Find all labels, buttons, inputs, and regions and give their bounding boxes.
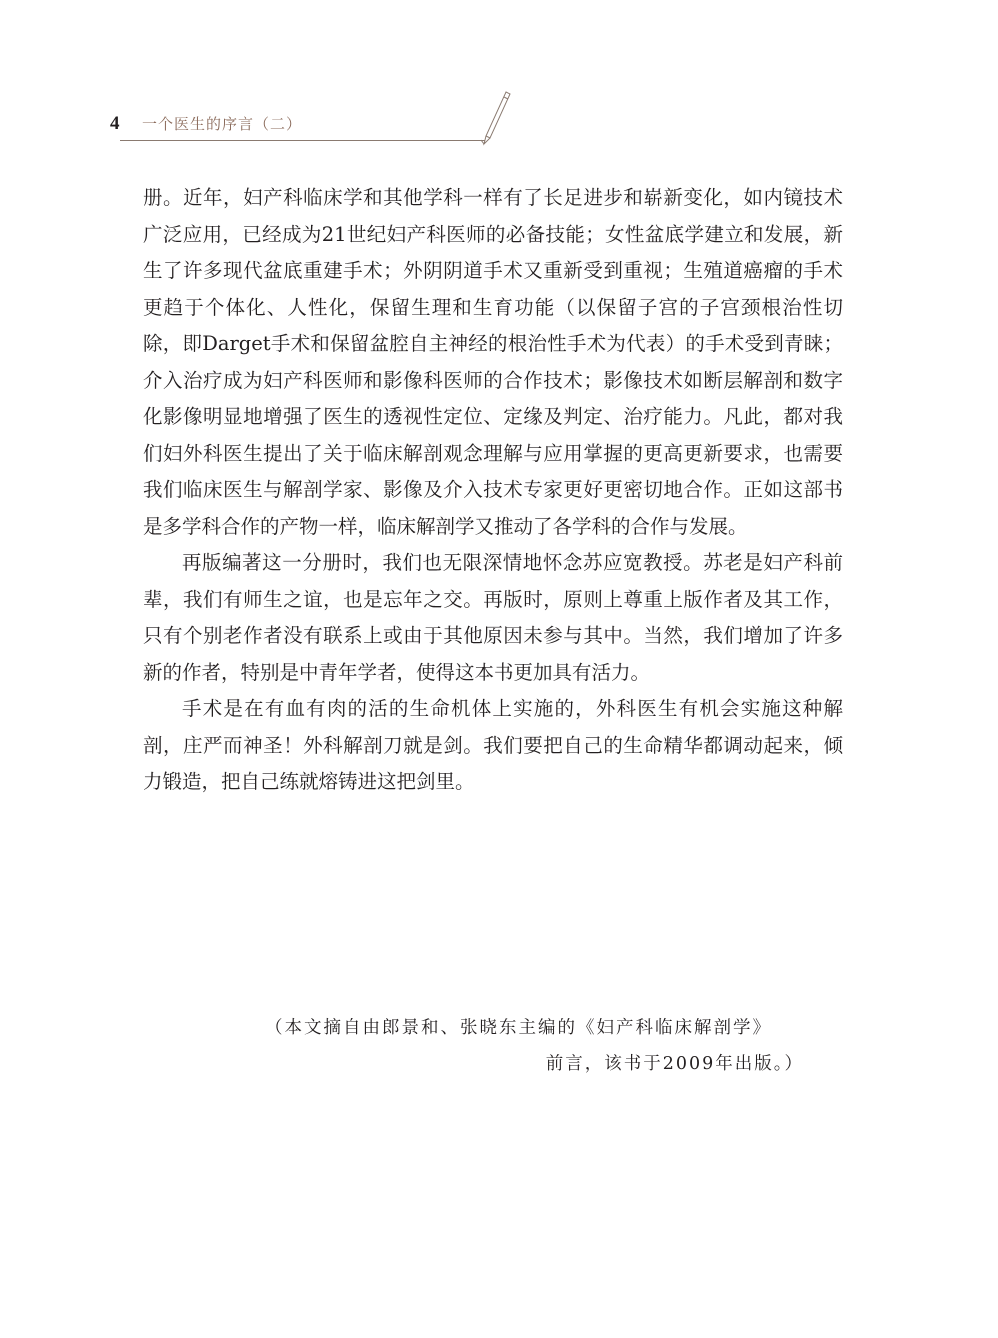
body-paragraph-1: 册。近年，妇产科临床学和其他学科一样有了长足进步和崭新变化，如内镜技术广泛应用，已经成为21世纪妇产科医师的必备技能；女性盆底学建立和发展，新生了许多现代盆底重建手术；外阴阴道手术又重新受到重视；生殖道癌瘤的手术更趋于个体化、人性化，保留生理和生育功能（以保留子宫的子宫颈根治性切除，即Darget手术和保留盆腔自主神经的根治性手术为代表）的手术受到青睐；介入治疗成为妇产科医师和影像科医师的合作技术；影像技术如断层解剖和数字化影像明显地增强了医生的透视性定位、定缘及判定、治疗能力。凡此，都对我们妇外科医生提出了关于临床解剖观念理解与应用掌握的更高更新要求，也需要我们临床医生与解剖学家、影像及介入技术专家更好更密切地合作。正如这部书是多学科合作的产物一样，临床解剖学又推动了各学科的合作与发展。 <box>143 186 843 538</box>
body-paragraph-2: 再版编著这一分册时，我们也无限深情地怀念苏应宽教授。苏老是妇产科前辈，我们有师生之谊，也是忘年之交。再版时，原则上尊重上版作者及其工作，只有个别老作者没有联系上或由于其他原因未参与其中。当然，我们增加了许多新的作者，特别是中青年学者，使得这本书更加具有活力。 <box>143 551 843 684</box>
page-number: 4 <box>110 113 120 134</box>
source-note-line-2: 前言，该书于2009年出版。） <box>545 1054 804 1074</box>
header-rule <box>120 140 485 141</box>
source-note <box>265 1010 810 1082</box>
running-title: 一个医生的序言（二） <box>142 115 303 133</box>
body-paragraph-3: 手术是在有血有肉的活的生命机体上实施的，外科医生有机会实施这种解剖，庄严而神圣！外科解剖刀就是剑。我们要把自己的生命精华都调动起来，倾力锻造，把自己练就熔铸进这把剑里。 <box>143 697 843 793</box>
preface-body <box>143 180 843 801</box>
source-note-line-1: （本文摘自由郎景和、张晓东主编的《妇产科临床解剖学》 <box>265 1018 772 1038</box>
pen-icon <box>470 88 520 148</box>
